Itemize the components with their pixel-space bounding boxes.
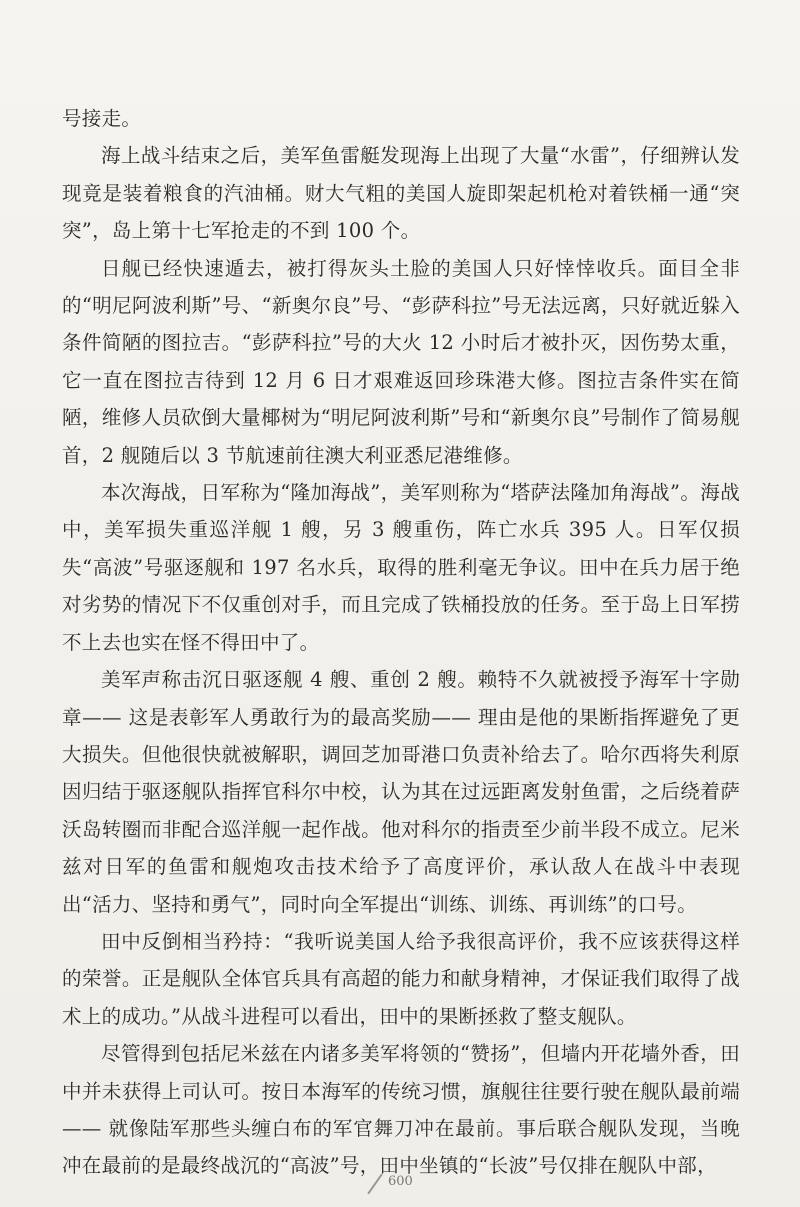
paragraph-4: 本次海战，日军称为“隆加海战”，美军则称为“塔萨法隆加角海战”。海战中，美军损失重巡洋舰 1 艘，另 3 艘重伤，阵亡水兵 395 人。日军仅损失“高波”号驱逐舰和 197 名水兵，取得的胜利毫无争议。田中在兵力居于绝对劣势的情况下不仅重创对手，而且完成了铁桶投放的任务。至于岛上日军捞不上去也实在怪不得田中了。 — [62, 481, 740, 654]
paragraph-1: 号接走。 — [62, 107, 142, 130]
page-number: 600 — [388, 1174, 413, 1189]
paragraph-5: 美军声称击沉日驱逐舰 4 艘、重创 2 艘。赖特不久就被授予海军十字勋章—— 这是表彰军人勇敢行为的最高奖励—— 理由是他的果断指挥避免了更大损失。但他很快就被解职，调回芝加哥港口负责补给去了。哈尔西将失利原因归结于驱逐舰队指挥官科尔中校，认为其在过远距离发射鱼雷，之后绕着萨沃岛转圈而非配合巡洋舰一起作战。他对科尔的指责至少前半段不成立。尼米兹对日军的鱼雷和舰炮攻击技术给予了高度评价，承认敌人在战斗中表现出“活力、坚持和勇气”，同时向全军提出“训练、训练、再训练”的口号。 — [62, 668, 740, 916]
body-text — [62, 100, 740, 1185]
paragraph-6: 田中反倒相当矜持：“我听说美国人给予我很高评价，我不应该获得这样的荣誉。正是舰队全体官兵具有高超的能力和献身精神，才保证我们取得了战术上的成功。”从战斗进程可以看出，田中的果断拯救了整支舰队。 — [62, 929, 740, 1028]
paragraph-7: 尽管得到包括尼米兹在内诸多美军将领的“赞扬”，但墙内开花墙外香，田中并未获得上司认可。按日本海军的传统习惯，旗舰往往要行驶在舰队最前端—— 就像陆军那些头缠白布的军官舞刀冲在最前。事后联合舰队发现，当晚冲在最前的是最终战沉的“高波”号，田中坐镇的“长波”号仅排在舰队中部， — [62, 1042, 740, 1178]
slash-decoration — [367, 1174, 382, 1195]
paragraph-3: 日舰已经快速遁去，被打得灰头土脸的美国人只好悻悻收兵。面目全非的“明尼阿波利斯”号、“新奥尔良”号、“彭萨科拉”号无法远离，只好就近躲入条件简陋的图拉吉。“彭萨科拉”号的大火 12 小时后才被扑灭，因伤势太重，它一直在图拉吉待到 12 月 6 日才艰难返回珍珠港大修。图拉吉条件实在简陋，维修人员砍倒大量椰树为“明尼阿波利斯”号和“新奥尔良”号制作了简易舰首，2 舰随后以 3 节航速前往澳大利亚悉尼港维修。 — [62, 256, 740, 467]
page-footer — [360, 1168, 440, 1198]
paragraph-2: 海上战斗结束之后，美军鱼雷艇发现海上出现了大量“水雷”，仔细辨认发现竟是装着粮食的汽油桶。财大气粗的美国人旋即架起机枪对着铁桶一通“突突”，岛上第十七军抢走的不到 100 个。 — [62, 144, 740, 243]
